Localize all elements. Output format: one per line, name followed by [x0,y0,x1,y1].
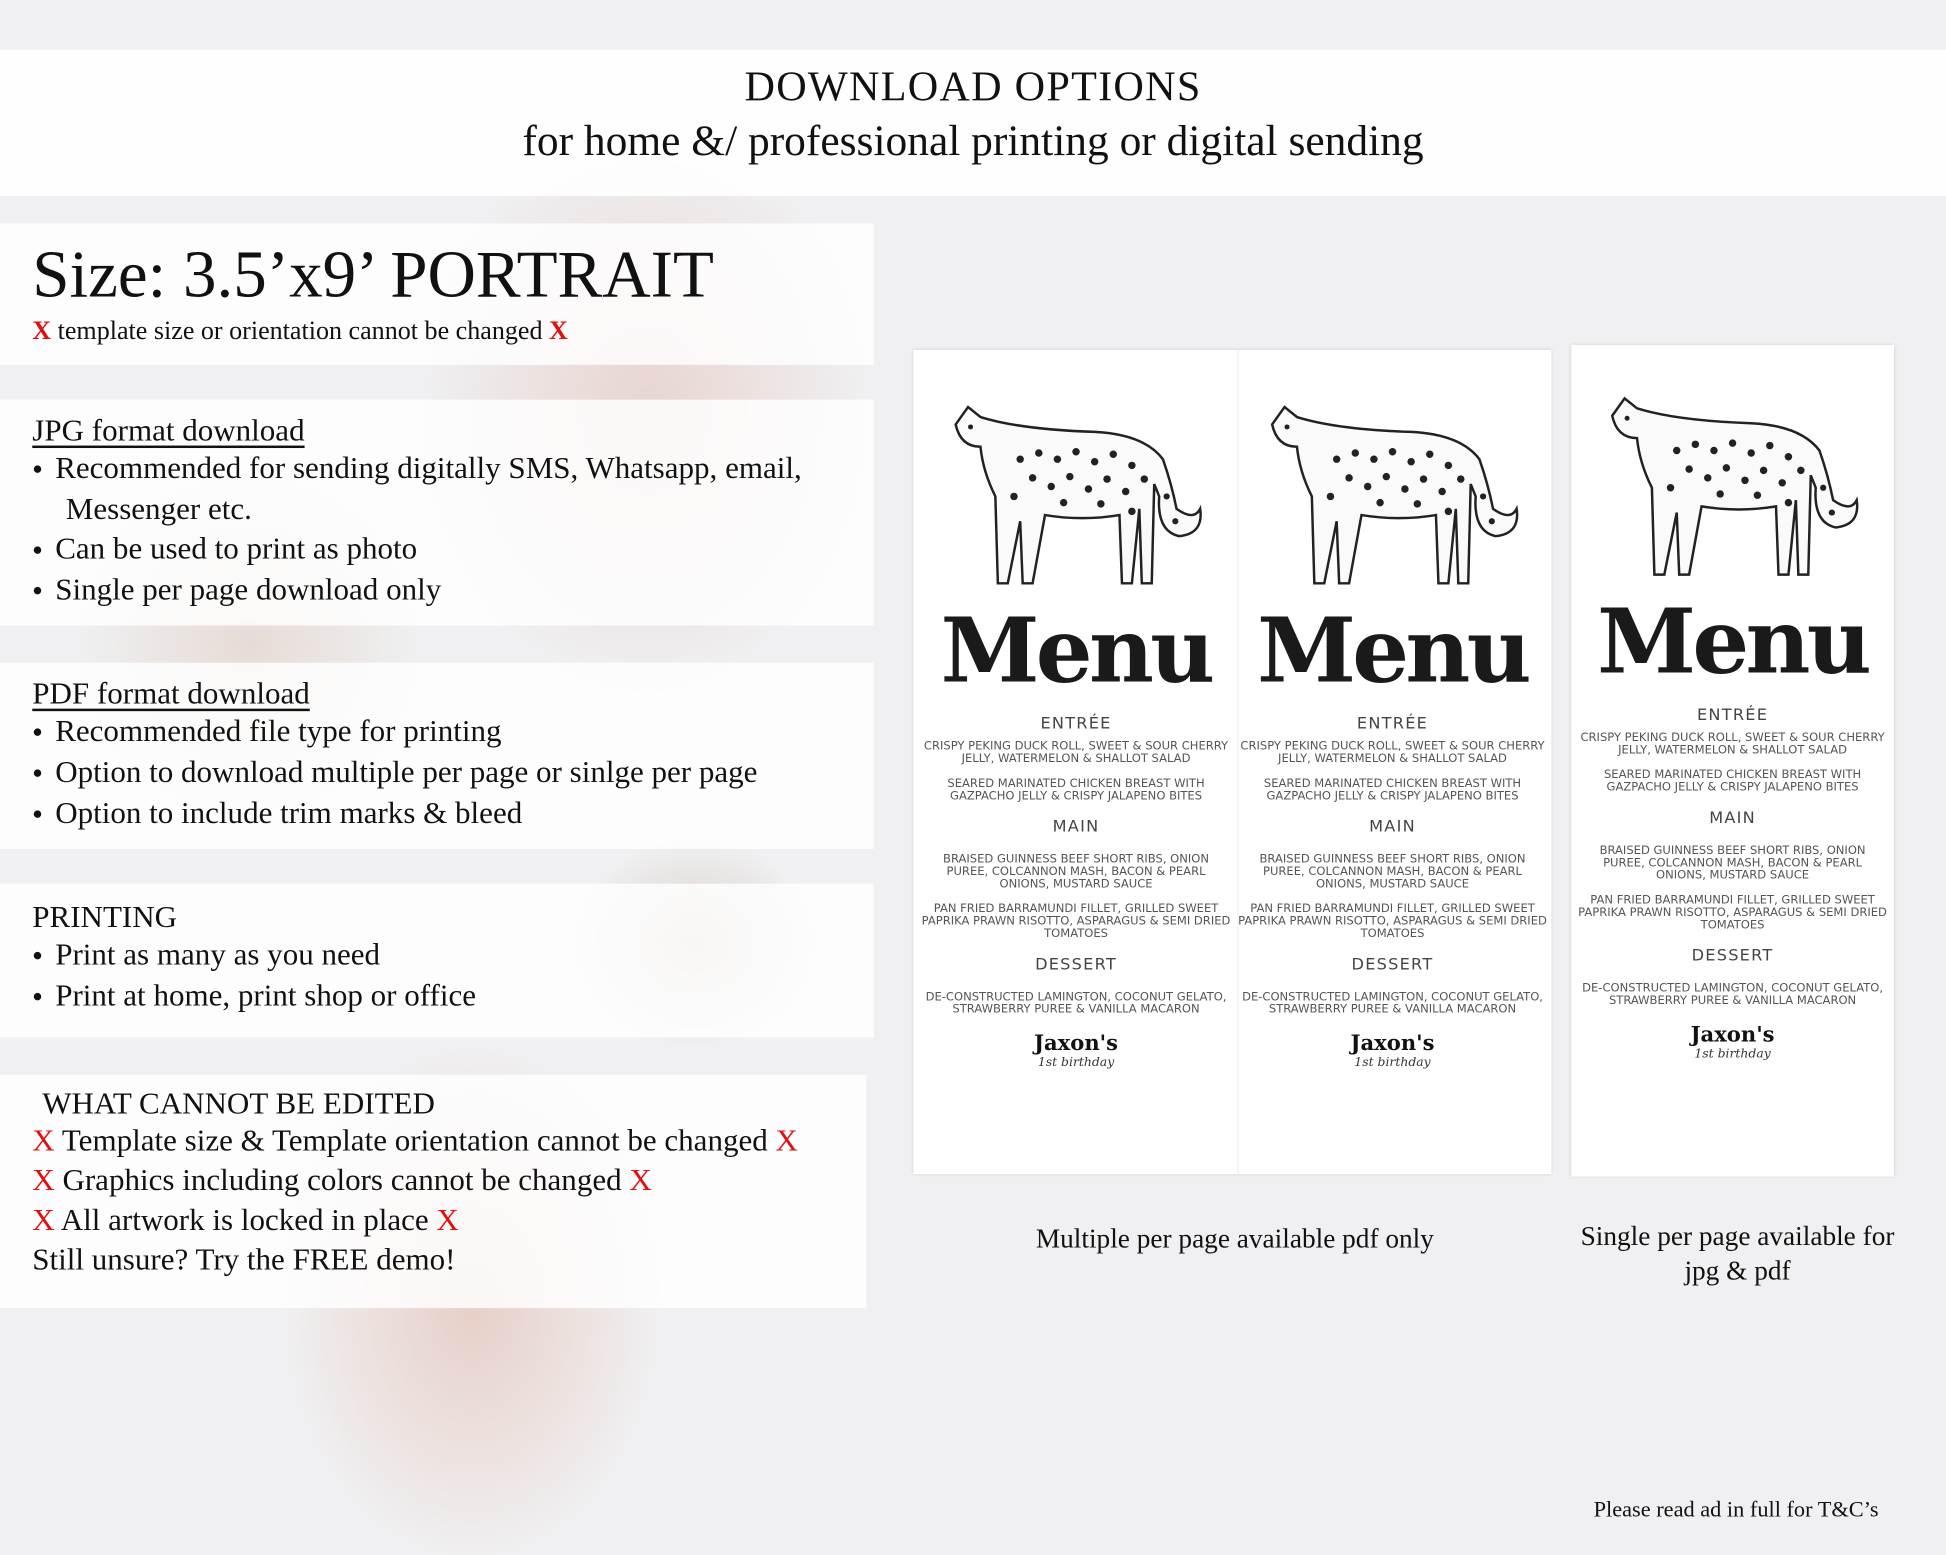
menu-card [921,397,1231,1070]
printing-box [0,884,874,1038]
menu-item: SEARED MARINATED CHICKEN BREAST WITH GAZPACHO JELLY & CRISPY JALAPENO BITES [1603,768,1862,795]
list-item: ● Print at home, print shop or office [32,977,873,1018]
menu-section-entree: ENTRÉE [1040,714,1112,734]
menu-title: Menu [1257,596,1528,703]
celebrant-name: Jaxon's [1350,1031,1435,1057]
menu-section-dessert: DESSERT [1351,955,1434,975]
x-mark: X [32,1124,55,1158]
page-subtitle: for home &/ professional printing or digital sending [522,116,1424,166]
celebrant-name: Jaxon's [1034,1031,1119,1057]
list-item: ● Recommended file type for printing [32,712,873,753]
menu-item: BRAISED GUINNESS BEEF SHORT RIBS, ONION PUREE, COLCANNON MASH, BACON & PEARL ONIONS, MUSTARD SAUCE [1599,843,1866,883]
x-mark: X [775,1124,798,1158]
jpg-heading: JPG format download [32,414,305,449]
list-item: Graphics including colors cannot be changed [62,1164,622,1198]
demo-note: Still unsure? Try the FREE demo! [32,1243,456,1278]
size-note: template size or orientation cannot be changed [57,315,543,346]
pdf-box [0,663,874,849]
menu-section-main: MAIN [1369,817,1416,837]
page-title: DOWNLOAD OPTIONS [744,64,1202,111]
occasion: 1st birthday [1694,1047,1771,1062]
caption-multiple: Multiple per page available pdf only [1035,1222,1434,1254]
x-mark: X [32,1164,55,1198]
menu-item: PAN FRIED BARRAMUNDI FILLET, GRILLED SWEET PAPRIKA PRAWN RISOTTO, ASPARAGUS & SEMI DRIED TOMATOES [921,902,1231,941]
x-mark: X [32,315,52,346]
menu-section-dessert: DESSERT [1035,955,1117,975]
list-item: ● Single per page download only [32,571,873,612]
menu-card [1577,388,1887,1061]
cheetah-illustration [946,397,1207,596]
occasion: 1st birthday [1354,1056,1431,1070]
x-mark: X [436,1203,459,1238]
list-item: Template size & Template orientation cannot be changed [61,1124,768,1158]
x-mark: X [549,315,568,346]
cheetah-illustration [1602,388,1863,587]
menu-item: BRAISED GUINNESS BEEF SHORT RIBS, ONION PUREE, COLCANNON MASH, BACON & PEARL ONIONS, MUSTARD SAUCE [1259,852,1526,892]
menu-item: CRISPY PEKING DUCK ROLL, SWEET & SOUR CHERRY JELLY, WATERMELON & SHALLOT SALAD [1580,731,1885,758]
menu-item: PAN FRIED BARRAMUNDI FILLET, GRILLED SWEET PAPRIKA PRAWN RISOTTO, ASPARAGUS & SEMI DRIED TOMATOES [1238,902,1547,941]
list-item: ● Can be used to print as photo [32,530,873,571]
menu-item: CRISPY PEKING DUCK ROLL, SWEET & SOUR CHERRY JELLY, WATERMELON & SHALLOT SALAD [1240,739,1545,766]
celebrant-name: Jaxon's [1690,1022,1775,1048]
list-item: ● Option to download multiple per page or sinlge per page [32,753,873,794]
jpg-box [0,400,874,626]
list-item: ● Print as many as you need [32,936,873,977]
menu-item: DE-CONSTRUCTED LAMINGTON, COCONUT GELATO, STRAWBERRY PUREE & VANILLA MACARON [1582,981,1884,1008]
cannot-heading: WHAT CANNOT BE EDITED [42,1087,435,1121]
cheetah-illustration [1262,397,1523,596]
x-mark: X [629,1164,652,1198]
menu-item: BRAISED GUINNESS BEEF SHORT RIBS, ONION PUREE, COLCANNON MASH, BACON & PEARL ONIONS, MUSTARD SAUCE [943,852,1210,892]
occasion: 1st birthday [1037,1056,1115,1070]
list-item: All artwork is locked in place [60,1203,429,1238]
menu-title: Menu [940,596,1212,703]
menu-item: DE-CONSTRUCTED LAMINGTON, COCONUT GELATO, STRAWBERRY PUREE & VANILLA MACARON [925,990,1227,1017]
menu-section-main: MAIN [1709,809,1756,828]
menu-item: DE-CONSTRUCTED LAMINGTON, COCONUT GELATO, STRAWBERRY PUREE & VANILLA MACARON [1242,990,1543,1017]
printing-heading: PRINTING [32,901,178,935]
menu-item: SEARED MARINATED CHICKEN BREAST WITH GAZPACHO JELLY & CRISPY JALAPENO BITES [1263,776,1522,803]
menu-item: SEARED MARINATED CHICKEN BREAST WITH GAZPACHO JELLY & CRISPY JALAPENO BITES [947,776,1205,803]
size-box [0,223,874,364]
cannot-edit-box [0,1075,866,1308]
menu-item: PAN FRIED BARRAMUNDI FILLET, GRILLED SWEET PAPRIKA PRAWN RISOTTO, ASPARAGUS & SEMI DRIED TOMATOES [1578,893,1887,933]
menu-section-dessert: DESSERT [1691,946,1774,966]
pdf-heading: PDF format download [32,677,310,712]
menu-title: Menu [1597,588,1868,694]
menu-card [1237,397,1547,1070]
menu-section-main: MAIN [1052,817,1100,837]
menu-section-entree: ENTRÉE [1696,706,1769,725]
menu-item: CRISPY PEKING DUCK ROLL, SWEET & SOUR CHERRY JELLY, WATERMELON & SHALLOT SALAD [923,739,1229,766]
caption-single: Single per page available for jpg & pdf [1580,1220,1895,1286]
size-title: Size: 3.5’x9’ PORTRAIT [32,237,714,312]
list-item: ● Recommended for sending digitally SMS, Whatsapp, email, [32,449,873,490]
list-item: ● Option to include trim marks & bleed [32,794,873,835]
list-item-continuation: Messenger etc. [65,492,252,527]
header-band [0,50,1946,196]
x-mark: X [32,1203,55,1238]
terms-note: Please read ad in full for T&C’s [1593,1496,1879,1522]
menu-section-entree: ENTRÉE [1356,714,1429,734]
